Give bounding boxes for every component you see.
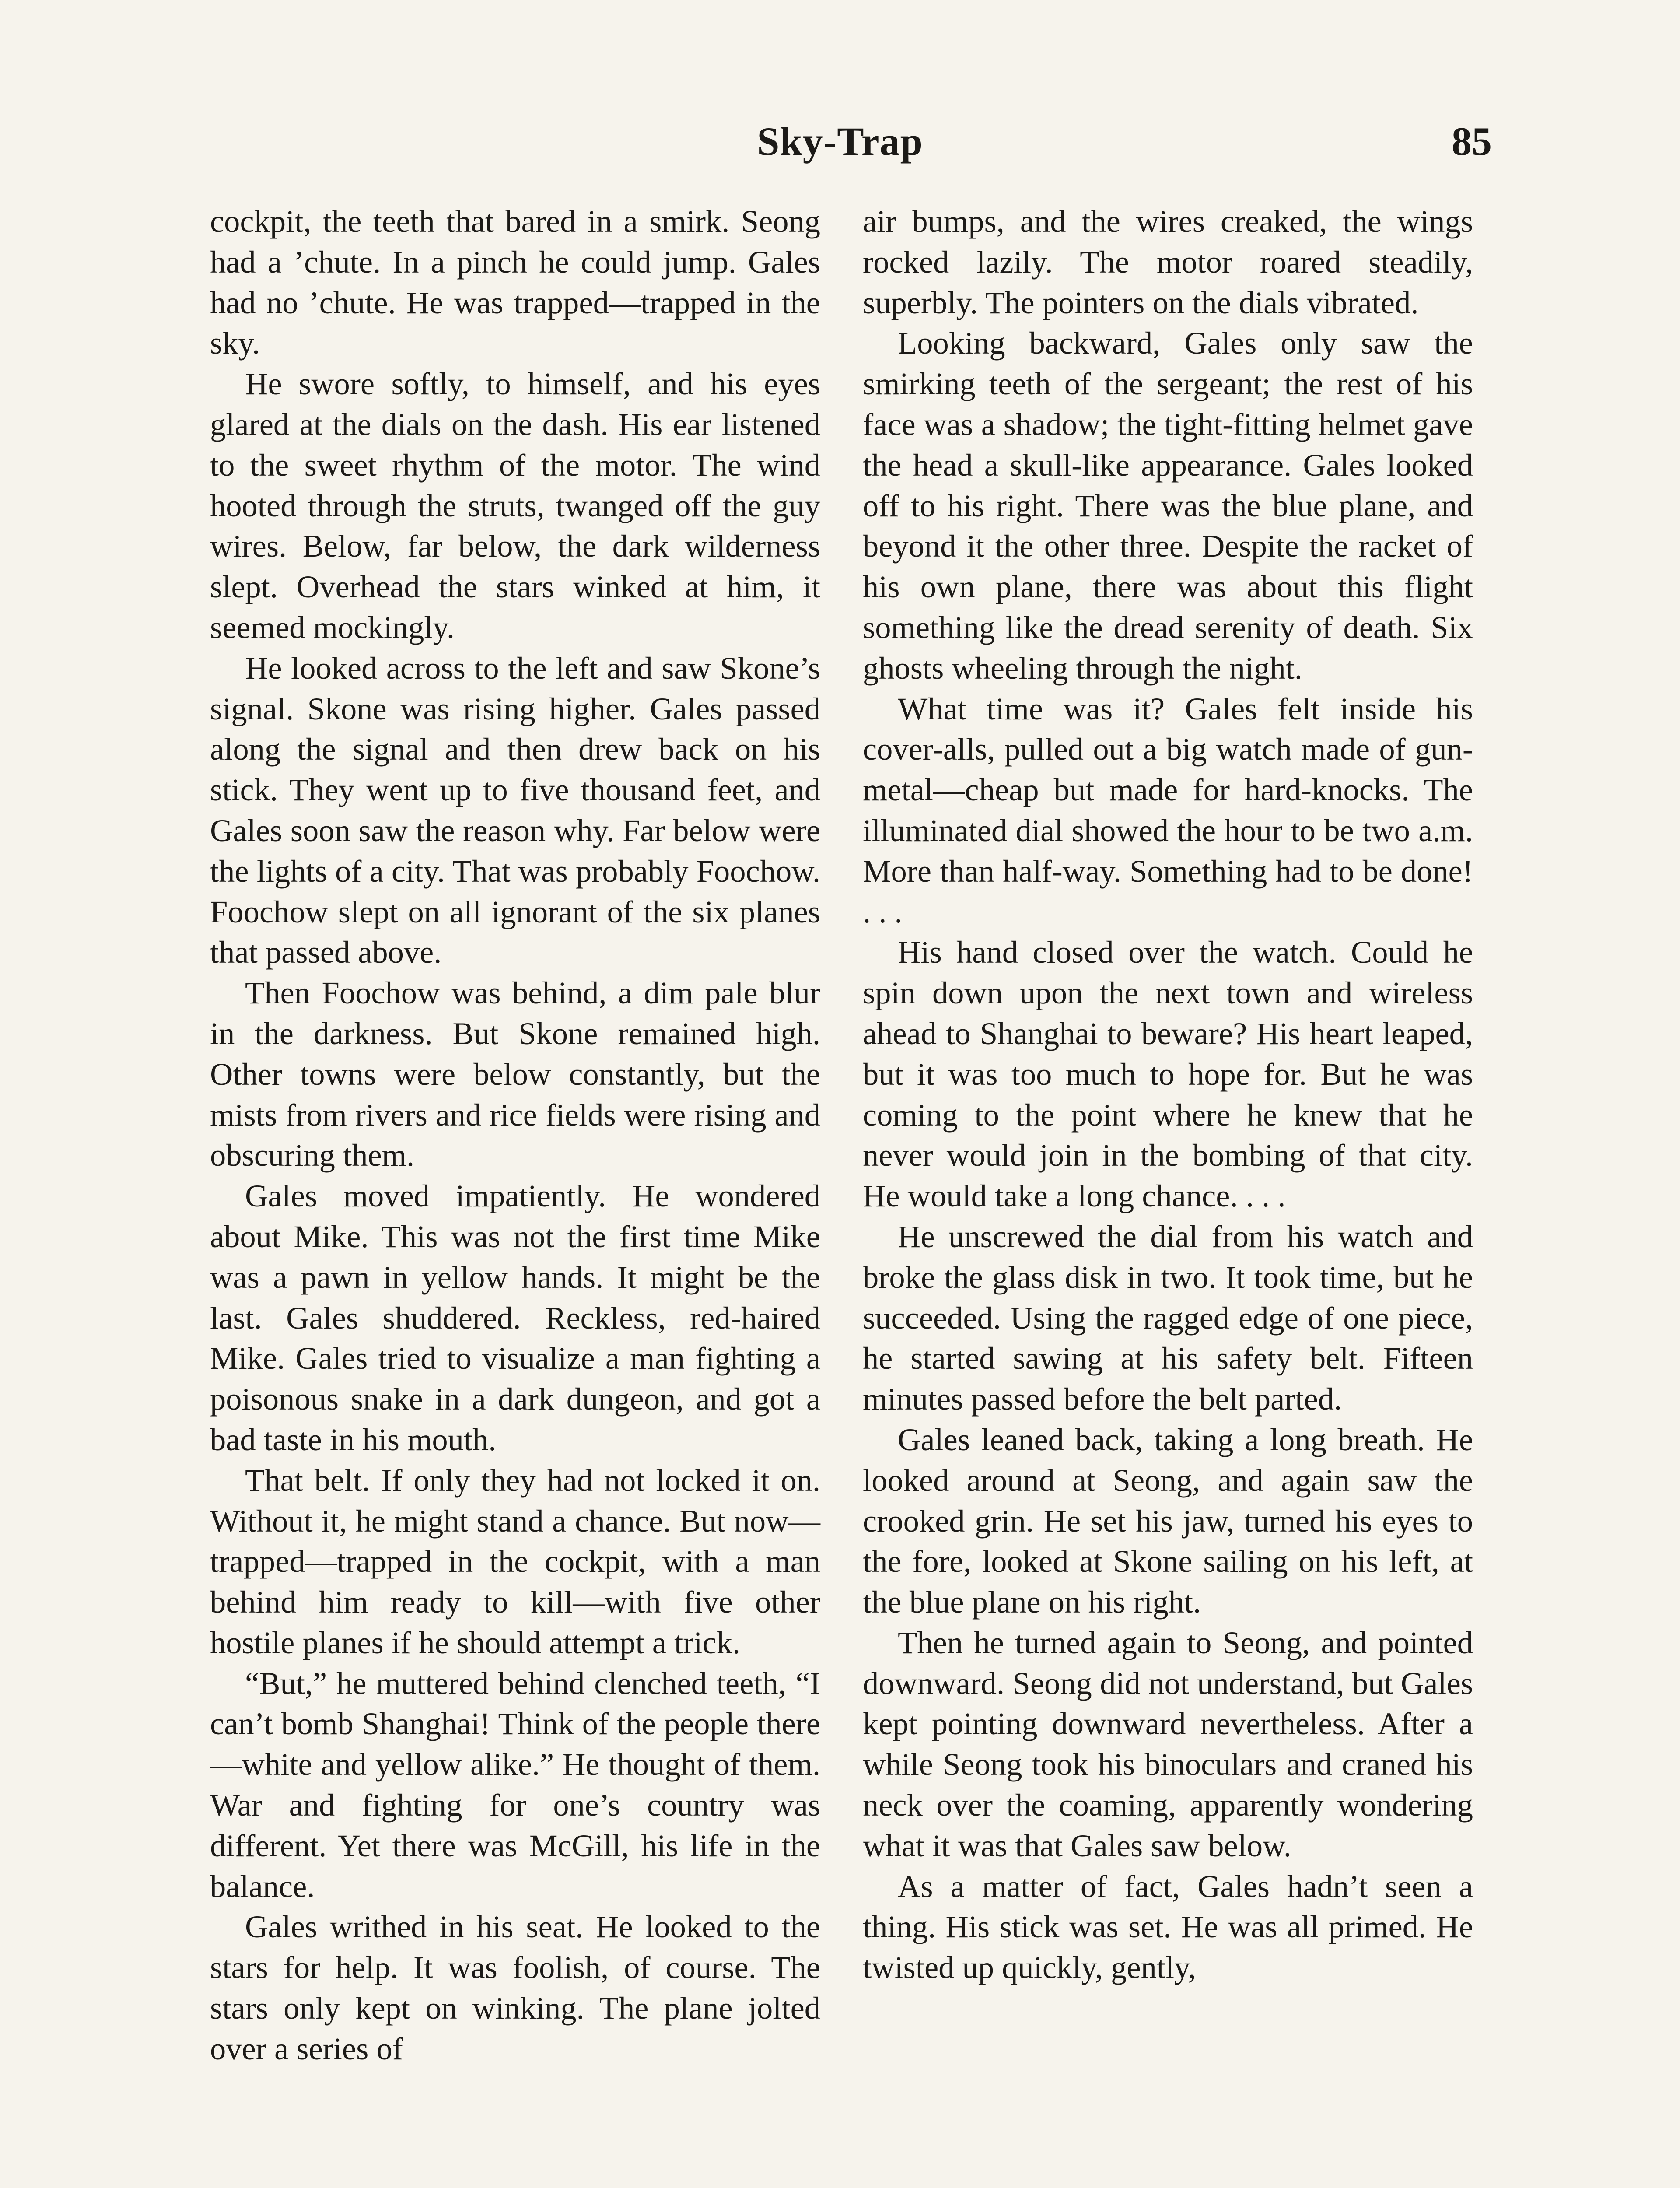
paragraph: air bumps, and the wires creaked, the wings rocked lazily. The motor roared steadily, superbly. The pointers on the dials vibrated. bbox=[863, 203, 1473, 320]
paragraph: He looked across to the left and saw Skone’s signal. Skone was rising higher. Gales passed along the signal and then drew back on his stick. They went up to five thousand feet, and Gales soon saw the reason why. Far below were the lights of a city. That was probably Foochow. Foochow slept on all ignorant of the six planes that passed above. bbox=[210, 650, 820, 970]
paragraph: “But,” he muttered behind clenched teeth, “I can’t bomb Shanghai! Think of the people there—white and yellow alike.” He thought of them. War and fighting for one’s country was different. Yet there was McGill, his life in the balance. bbox=[210, 1665, 820, 1904]
paragraph: Gales writhed in his seat. He looked to the stars for help. It was foolish, of course. The stars only kept on winking. The plane jolted over a series of bbox=[210, 1909, 820, 2066]
paragraph: That belt. If only they had not locked it on. Without it, he might stand a chance. But now—trapped—trapped in the cockpit, with a man behind him ready to kill—with five other hostile planes if he should attempt a trick. bbox=[210, 1462, 820, 1660]
paragraph: His hand closed over the watch. Could he spin down upon the next town and wireless ahead to Shanghai to beware? His heart leaped, but it was too much to hope for. But he was coming to the point where he knew that he never would join in the bombing of that city. He would take a long chance. . . . bbox=[863, 934, 1473, 1214]
paragraph: What time was it? Gales felt inside his cover-alls, pulled out a big watch made of gun-metal—cheap but made for hard-knocks. The illuminated dial showed the hour to be two a.m. More than half-way. Something had to be done! . . . bbox=[863, 691, 1473, 929]
right-column bbox=[863, 201, 1473, 1988]
page-number: 85 bbox=[1452, 119, 1492, 164]
paragraph: He unscrewed the dial from his watch and broke the glass disk in two. It took time, but he succeeded. Using the ragged edge of one piece, he started sawing at his safety belt. Fifteen minutes passed before the belt parted. bbox=[863, 1218, 1473, 1417]
paragraph: As a matter of fact, Gales hadn’t seen a thing. His stick was set. He was all primed. He twisted up quickly, gently, bbox=[863, 1868, 1473, 1985]
paragraph: Looking backward, Gales only saw the smirking teeth of the sergeant; the rest of his face was a shadow; the tight-fitting helmet gave the head a skull-like appearance. Gales looked off to his right. There was the blue plane, and beyond it the other three. Despite the racket of his own plane, there was about this flight something like the dread serenity of death. Six ghosts wheeling through the night. bbox=[863, 325, 1473, 686]
paragraph: Gales moved impatiently. He wondered about Mike. This was not the first time Mike was a pawn in yellow hands. It might be the last. Gales shuddered. Reckless, red-haired Mike. Gales tried to visualize a man fighting a poisonous snake in a dark dungeon, and got a bad taste in his mouth. bbox=[210, 1178, 820, 1457]
left-column bbox=[210, 201, 820, 2069]
paragraph: He swore softly, to himself, and his eyes glared at the dials on the dash. His ear listened to the sweet rhythm of the motor. The wind hooted through the struts, twanged off the guy wires. Below, far below, the dark wilderness slept. Overhead the stars winked at him, it seemed mockingly. bbox=[210, 366, 820, 645]
page-header bbox=[0, 118, 1680, 175]
paragraph: cockpit, the teeth that bared in a smirk. Seong had a ’chute. In a pinch he could jump. Gales had no ’chute. He was trapped—trapped in the sky. bbox=[210, 203, 820, 361]
paragraph: Gales leaned back, taking a long breath. He looked around at Seong, and again saw the crooked grin. He set his jaw, turned his eyes to the fore, looked at Skone sailing on his left, at the blue plane on his right. bbox=[863, 1421, 1473, 1620]
paragraph: Then he turned again to Seong, and pointed downward. Seong did not understand, but Gales kept pointing downward nevertheless. After a while Seong took his binoculars and craned his neck over the coaming, apparently wondering what it was that Gales saw below. bbox=[863, 1624, 1473, 1863]
paragraph: Then Foochow was behind, a dim pale blur in the darkness. But Skone remained high. Other towns were below constantly, but the mists from rivers and rice fields were rising and obscuring them. bbox=[210, 975, 820, 1173]
running-title: Sky-Trap bbox=[757, 119, 923, 164]
